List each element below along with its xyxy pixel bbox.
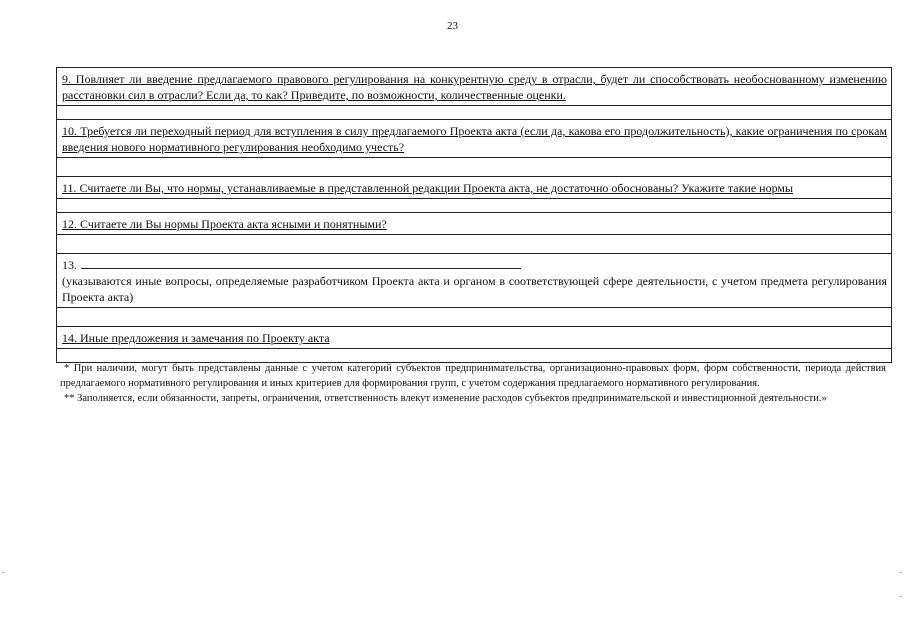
footnotes (60, 361, 886, 406)
scan-mark (900, 596, 902, 597)
question-13-block (57, 254, 891, 327)
question-9-answer-field[interactable] (57, 106, 891, 119)
question-10-text: 10. Требуется ли переходный период для вступления в силу предлагаемого Проекта акта (если да, какова его продолжительность), какие ограничения по срокам введения нового нормативного регулирования необходимо учесть? (57, 120, 891, 158)
question-12-block (57, 213, 891, 254)
question-12-answer-field[interactable] (57, 235, 891, 253)
question-11-text: 11. Считаете ли Вы, что нормы, устанавливаемые в представленной редакции Проекта акта, не достаточно обоснованы? Укажите такие нормы (57, 177, 891, 199)
question-10-block (57, 120, 891, 177)
question-12-text: 12. Считаете ли Вы нормы Проекта акта ясными и понятными? (57, 213, 891, 235)
question-11-answer-field[interactable] (57, 199, 891, 212)
question-13-blank-line[interactable] (81, 257, 521, 269)
footnote-2: ** Заполняется, если обязанности, запреты, ограничения, ответственность влекут изменение расходов субъектов предпринимательской и инвестиционной деятельности.» (64, 393, 827, 404)
question-13-answer-field[interactable] (57, 308, 891, 326)
footnote-1: * При наличии, могут быть представлены данные с учетом категорий субъектов предпринимательства, организационно-правовых форм, форм собственности, периода действия предлагаемого нормативного регулирования и иных критериев для формирования групп, с учетом содержания предлагаемого нормативного регулирования. (60, 363, 886, 389)
scan-mark (900, 572, 902, 573)
questionnaire-table (56, 67, 892, 363)
question-13-number: 13. (62, 258, 77, 272)
question-14-text: 14. Иные предложения и замечания по Проекту акта (57, 327, 891, 349)
question-9-text: 9. Повлияет ли введение предлагаемого правового регулирования на конкурентную среду в отрасли, будет ли способствовать необоснованному изменению расстановки сил в отрасли? Если да, то как? Приведите, по возможности, количественные оценки. (57, 68, 891, 106)
page-number: 23 (447, 20, 458, 32)
question-11-block (57, 177, 891, 213)
scan-mark (2, 572, 4, 573)
question-9-block (57, 68, 891, 120)
question-13-text: (указываются иные вопросы, определяемые разработчиком Проекта акта и органом в соответствующей сфере деятельности, с учетом предмета регулирования Проекта акта) (57, 273, 891, 308)
question-10-answer-field[interactable] (57, 158, 891, 176)
question-13-header (57, 254, 891, 273)
question-14-block (57, 327, 891, 362)
